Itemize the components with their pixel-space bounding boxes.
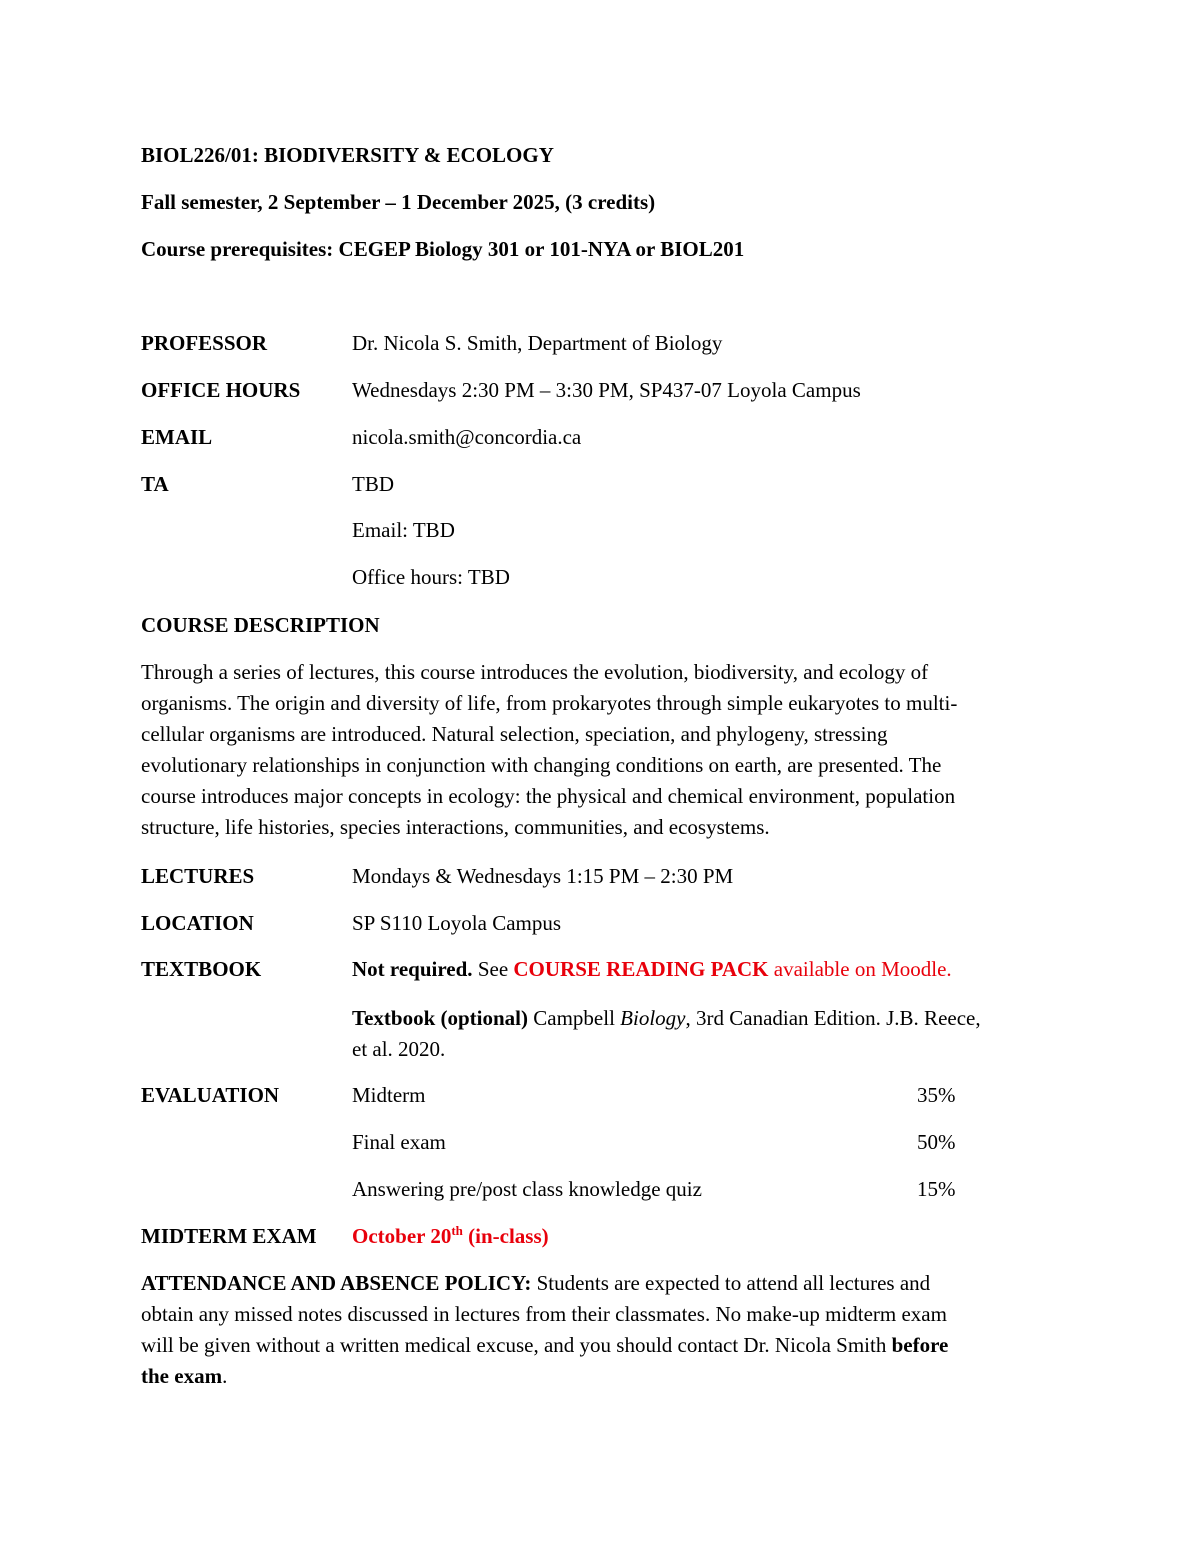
evaluation-item-name: Answering pre/post class knowledge quiz <box>352 1177 702 1201</box>
attendance-line <box>141 1361 1061 1392</box>
evaluation-item-name: Midterm <box>352 1083 426 1107</box>
ta-label: TA <box>141 472 169 496</box>
textbook-see: See <box>472 957 514 981</box>
course-title: BIOL226/01: BIODIVERSITY & ECOLOGY <box>141 143 554 167</box>
course-description-heading: COURSE DESCRIPTION <box>141 613 380 637</box>
evaluation-item-weight: 35% <box>917 1083 956 1107</box>
evaluation-label: EVALUATION <box>141 1083 280 1107</box>
textbook-optional-line2: et al. 2020. <box>352 1037 446 1061</box>
textbook-not-required: Not required. <box>352 957 473 981</box>
evaluation-item-weight: 50% <box>917 1130 956 1154</box>
professor-label: PROFESSOR <box>141 331 268 355</box>
prereq-label: Course prerequisites: <box>141 237 334 261</box>
textbook-label: TEXTBOOK <box>141 957 262 981</box>
course-reading-pack[interactable]: COURSE READING PACK <box>513 957 769 981</box>
office-hours-label: OFFICE HOURS <box>141 378 301 402</box>
attendance-the-exam: the exam <box>141 1364 223 1388</box>
attendance-line: obtain any missed notes discussed in lectures from their classmates. No make-up midterm exam <box>141 1302 947 1326</box>
lectures-label: LECTURES <box>141 864 255 888</box>
attendance-line3-pre: will be given without a written medical excuse, and you should contact Dr. Nicola Smith <box>141 1333 892 1357</box>
email-value[interactable]: nicola.smith@concordia.ca <box>352 425 582 449</box>
lectures-value: Mondays & Wednesdays 1:15 PM – 2:30 PM <box>352 864 734 888</box>
office-hours-value: Wednesdays 2:30 PM – 3:30 PM, SP437-07 Loyola Campus <box>352 378 861 402</box>
course-description-text <box>141 657 1061 843</box>
textbook-optional-post: , 3rd Canadian Edition. J.B. Reece, <box>685 1006 981 1030</box>
ta-email: Email: TBD <box>352 518 455 542</box>
attendance-line <box>141 1268 1061 1299</box>
description-line: organisms. The origin and diversity of life, from prokaryotes through simple eukaryotes to multi- <box>141 691 958 715</box>
attendance-line1-rest: Students are expected to attend all lectures and <box>531 1271 931 1295</box>
textbook-available: available on Moodle. <box>768 957 952 981</box>
location-label: LOCATION <box>141 911 254 935</box>
midterm-date-main: October 20 <box>352 1224 452 1248</box>
midterm-date-suffix: th <box>451 1223 463 1238</box>
attendance-line <box>141 1330 1061 1361</box>
evaluation-item-weight: 15% <box>917 1177 956 1201</box>
attendance-before: before <box>891 1333 949 1357</box>
textbook-value <box>352 954 952 985</box>
prerequisites <box>141 234 744 265</box>
description-line: Through a series of lectures, this course introduces the evolution, biodiversity, and ecology of <box>141 660 929 684</box>
location-value: SP S110 Loyola Campus <box>352 911 562 935</box>
prereq-value: CEGEP Biology 301 or 101-NYA or BIOL201 <box>338 237 745 261</box>
description-line: course introduces major concepts in ecology: the physical and chemical environment, population <box>141 784 956 808</box>
description-line: structure, life histories, species interactions, communities, and ecosystems. <box>141 815 770 839</box>
email-label: EMAIL <box>141 425 213 449</box>
textbook-optional-pre: Campbell <box>528 1006 621 1030</box>
evaluation-item-name: Final exam <box>352 1130 446 1154</box>
attendance-heading: ATTENDANCE AND ABSENCE POLICY: <box>141 1271 532 1295</box>
ta-value: TBD <box>352 472 394 496</box>
description-line: evolutionary relationships in conjunction with changing conditions on earth, are presented. The <box>141 753 942 777</box>
ta-office-hours: Office hours: TBD <box>352 565 510 589</box>
textbook-optional <box>352 1003 981 1034</box>
textbook-optional-title: Biology <box>620 1006 686 1030</box>
attendance-line4-post: . <box>222 1364 228 1388</box>
attendance-policy <box>141 1268 1061 1392</box>
semester-info: Fall semester, 2 September – 1 December 2025, (3 credits) <box>141 190 656 214</box>
textbook-optional-label: Textbook (optional) <box>352 1006 529 1030</box>
midterm-date-note: (in-class) <box>462 1224 549 1248</box>
midterm-label: MIDTERM EXAM <box>141 1224 317 1248</box>
description-line: cellular organisms are introduced. Natural selection, speciation, and phylogeny, stressing <box>141 722 888 746</box>
midterm-date <box>352 1221 549 1252</box>
professor-value: Dr. Nicola S. Smith, Department of Biology <box>352 331 723 355</box>
